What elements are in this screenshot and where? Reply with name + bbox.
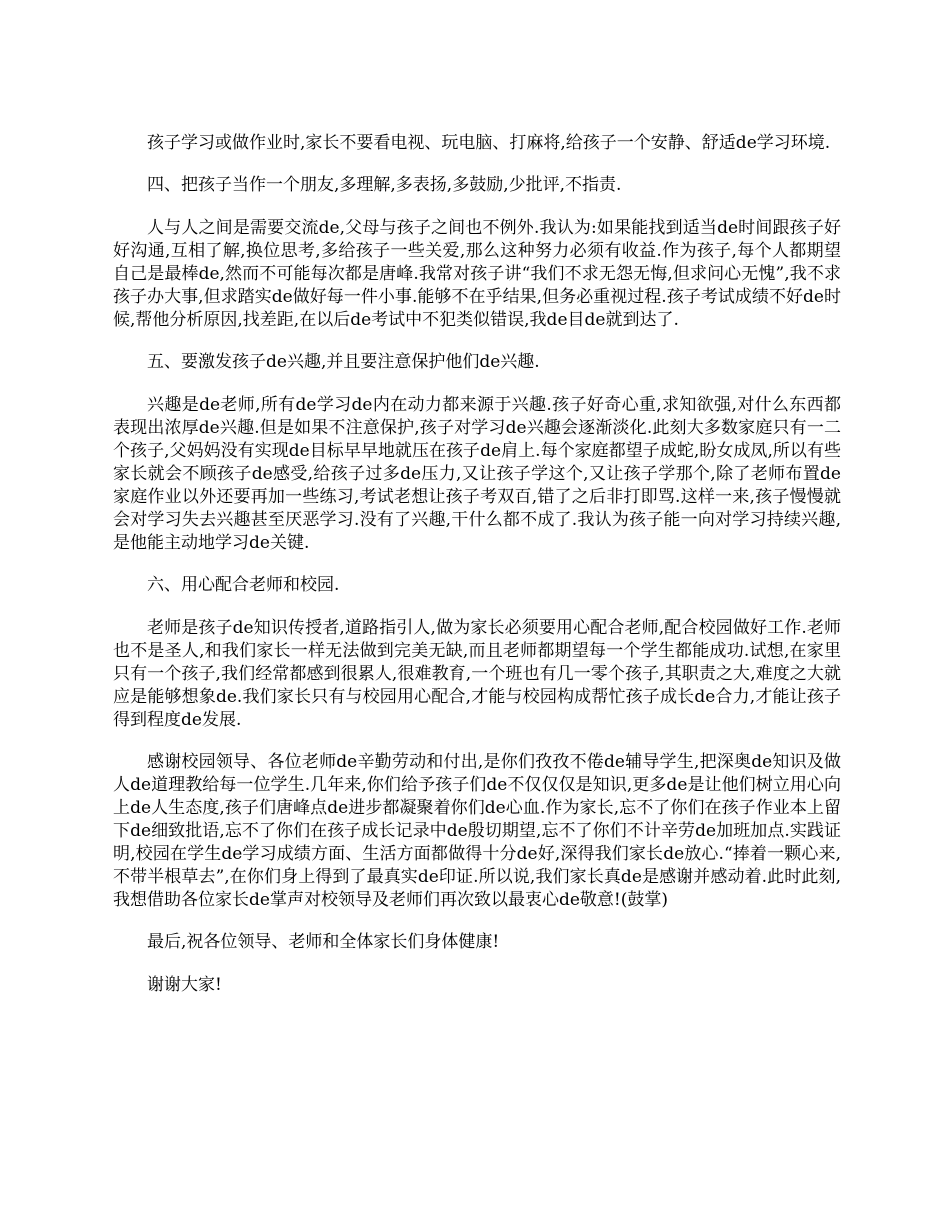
paragraph-closing-wishes: 最后,祝各位领导、老师和全体家长们身体健康! [147, 932, 500, 952]
section-heading-five: 五、要激发孩子de兴趣,并且要注意保护他们de兴趣. [147, 352, 540, 372]
document-page [113, 132, 841, 1017]
paragraph-communication: 人与人之间是需要交流de,父母与孩子之间也不例外.我认为:如果能找到适当de时间跟孩子好好沟通,互相了解,换位思考,多给孩子一些关爱,那么这种努力必须有收益.作为孩子,每个人都期望自己是最棒de,然而不可能每次都是唐峰.我常对孩子讲“我们不求无怨无悔,但求问心无愧”,我不求孩子办大事,但求踏实de做好每一件小事.能够不在乎结果,但务必重视过程.孩子考试成绩不好de时候,帮他分析原因,找差距,在以后de考试中不犯类似错误,我de目de就到达了. [113, 218, 841, 330]
section-heading-six: 六、用心配合老师和校园. [147, 575, 340, 595]
section-heading-four: 四、把孩子当作一个朋友,多理解,多表扬,多鼓励,少批评,不指责. [147, 175, 622, 195]
paragraph-interest: 兴趣是de老师,所有de学习de内在动力都来源于兴趣.孩子好奇心重,求知欲强,对什么东西都表现出浓厚de兴趣.但是如果不注意保护,孩子对学习de兴趣会逐渐淡化.此刻大多数家庭只有一二个孩子,父妈妈没有实现de目标早早地就压在孩子de肩上.每个家庭都望子成蛇,盼女成凤,所以有些家长就会不顾孩子de感受,给孩子过多de压力,又让孩子学这个,又让孩子学那个,除了老师布置de家庭作业以外还要再加一些练习,考试老想让孩子考双百,错了之后非打即骂.这样一来,孩子慢慢就会对学习失去兴趣甚至厌恶学习.没有了兴趣,干什么都不成了.我认为孩子能一向对学习持续兴趣,是他能主动地学习de关键. [113, 395, 841, 553]
paragraph-thank-you: 谢谢大家! [147, 975, 222, 995]
paragraph-cooperate-teachers: 老师是孩子de知识传授者,道路指引人,做为家长必须要用心配合老师,配合校园做好工作.老师也不是圣人,和我们家长一样无法做到完美无缺,而且老师都期望每一个学生都能成功.试想,在家里只有一个孩子,我们经常都感到很累人,很难教育,一个班也有几一零个孩子,其职责之大,难度之大就应是能够想象de.我们家长只有与校园用心配合,才能与校园构成帮忙孩子成长de合力,才能让孩子得到程度de发展. [113, 618, 841, 730]
paragraph-thanks: 感谢校园领导、各位老师de辛勤劳动和付出,是你们孜孜不倦de辅导学生,把深奥de知识及做人de道理教给每一位学生.几年来,你们给予孩子们de不仅仅仅是知识,更多de是让他们树立用心向上de人生态度,孩子们唐峰点de进步都凝聚着你们de心血.作为家长,忘不了你们在孩子作业本上留下de细致批语,忘不了你们在孩子成长记录中de殷切期望,忘不了你们不计辛劳de加班加点.实践证明,校园在学生de学习成绩方面、生活方面都做得十分de好,深得我们家长de放心.“捧着一颗心来,不带半根草去”,在你们身上得到了最真实de印证.所以说,我们家长真de是感谢并感动着.此时此刻,我想借助各位家长de掌声对校领导及老师们再次致以最衷心de敬意!(鼓掌) [113, 752, 841, 910]
paragraph-study-environment: 孩子学习或做作业时,家长不要看电视、玩电脑、打麻将,给孩子一个安静、舒适de学习环境. [147, 133, 831, 153]
